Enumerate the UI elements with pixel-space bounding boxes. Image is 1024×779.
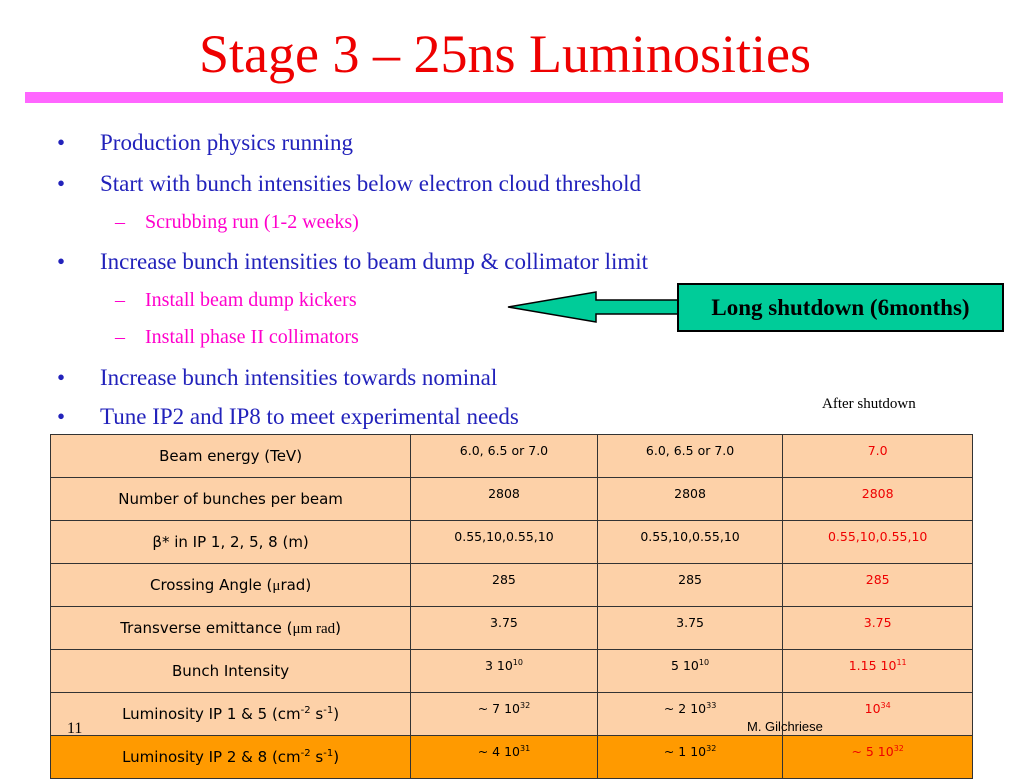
label-part: rad) <box>280 575 312 594</box>
cell-value <box>597 650 783 693</box>
bullet-text: Tune IP2 and IP8 to meet experimental needs <box>100 404 519 429</box>
cell-value <box>411 650 598 693</box>
label-part: ) <box>333 748 340 766</box>
table-row <box>51 607 973 650</box>
cell-value: 285 <box>597 564 783 607</box>
value-base: ~ 2 10 <box>663 701 707 716</box>
value-exponent: 10 <box>512 657 523 667</box>
value-base: 5 10 <box>671 658 699 673</box>
value-base: ~ 5 10 <box>851 744 894 759</box>
value-exponent: 10 <box>698 657 710 667</box>
value-exponent: 11 <box>896 657 907 667</box>
row-label <box>51 693 411 736</box>
label-exponent: -2 <box>300 748 311 759</box>
mu-symbol: μ <box>272 577 281 594</box>
sub-bullet-text: Install beam dump kickers <box>145 289 357 311</box>
label-exponent: -1 <box>323 748 334 759</box>
row-label: β* in IP 1, 2, 5, 8 (m) <box>51 521 411 564</box>
table-row <box>51 521 973 564</box>
row-label: Number of bunches per beam <box>51 478 411 521</box>
bullet-text: Production physics running <box>100 130 353 155</box>
table-row <box>51 650 973 693</box>
cell-value: 2808 <box>597 478 783 521</box>
bullet-text: Increase bunch intensities towards nominal <box>100 365 498 390</box>
cell-value: 3.75 <box>783 607 973 650</box>
table-row <box>51 693 973 736</box>
value-base: ~ 1 10 <box>663 744 707 759</box>
table-row <box>51 564 973 607</box>
cell-value: 0.55,10,0.55,10 <box>411 521 598 564</box>
cell-value: 3.75 <box>411 607 598 650</box>
label-part: Luminosity IP 2 & 8 (cm <box>122 748 301 766</box>
bullet-marker: • <box>57 130 66 155</box>
bullet-marker: • <box>57 249 66 274</box>
cell-value: 3.75 <box>597 607 783 650</box>
sub-bullet-text: Scrubbing run (1-2 weeks) <box>145 211 359 233</box>
label-part: ) <box>333 705 340 723</box>
bullet-text: Start with bunch intensities below electron cloud threshold <box>100 171 642 196</box>
row-label: Beam energy (TeV) <box>51 435 411 478</box>
left-arrow-icon <box>506 290 686 324</box>
value-exponent: 32 <box>893 743 904 753</box>
label-exponent: -1 <box>323 705 334 716</box>
sub-bullet-marker: – <box>115 326 125 348</box>
table-row <box>51 478 973 521</box>
label-part: s <box>310 748 324 766</box>
cell-value: 7.0 <box>783 435 973 478</box>
row-label <box>51 607 411 650</box>
parameter-table <box>50 434 973 779</box>
cell-value <box>783 650 973 693</box>
unit-text: μm rad <box>292 620 336 637</box>
row-label <box>51 736 411 779</box>
table-row-highlighted <box>51 736 973 779</box>
author-credit: M. Gilchriese <box>747 719 823 734</box>
bullet-marker: • <box>57 404 66 429</box>
sub-bullet-text: Install phase II collimators <box>145 326 359 348</box>
label-part: ) <box>335 618 341 637</box>
sub-bullet-marker: – <box>115 211 125 233</box>
cell-value <box>411 736 598 779</box>
value-exponent: 31 <box>520 743 531 753</box>
slide-number: 11 <box>67 720 83 737</box>
value-base: 10 <box>864 701 881 716</box>
row-label: Bunch Intensity <box>51 650 411 693</box>
value-exponent: 32 <box>520 700 531 710</box>
value-base: ~ 7 10 <box>477 701 521 716</box>
title-underline-bar <box>25 92 1003 103</box>
value-exponent: 33 <box>706 700 717 710</box>
bullet-marker: • <box>57 365 66 390</box>
cell-value <box>597 736 783 779</box>
value-exponent: 34 <box>880 700 891 710</box>
cell-value: 0.55,10,0.55,10 <box>597 521 783 564</box>
label-part: Luminosity IP 1 & 5 (cm <box>122 705 301 723</box>
cell-value: 0.55,10,0.55,10 <box>783 521 973 564</box>
cell-value: 285 <box>783 564 973 607</box>
cell-value: 2808 <box>783 478 973 521</box>
value-exponent: 32 <box>706 743 717 753</box>
cell-value: 285 <box>411 564 598 607</box>
value-base: 3 10 <box>484 658 513 673</box>
row-label <box>51 564 411 607</box>
value-base: ~ 4 10 <box>477 744 521 759</box>
cell-value <box>411 693 598 736</box>
label-part: Transverse emittance ( <box>120 618 293 637</box>
label-part: Crossing Angle ( <box>150 575 273 594</box>
bullet-text: Increase bunch intensities to beam dump & collimator limit <box>100 249 649 274</box>
cell-value: 6.0, 6.5 or 7.0 <box>411 435 598 478</box>
cell-value: 6.0, 6.5 or 7.0 <box>597 435 783 478</box>
value-base: 1.15 10 <box>848 658 897 673</box>
slide-title: Stage 3 – 25ns Luminosities <box>199 24 811 84</box>
label-part: s <box>310 705 324 723</box>
sub-bullet-marker: – <box>115 289 125 311</box>
cell-value <box>783 736 973 779</box>
cell-value: 2808 <box>411 478 598 521</box>
long-shutdown-callout: Long shutdown (6months) <box>677 283 1004 332</box>
after-shutdown-label: After shutdown <box>822 396 916 412</box>
table-row <box>51 435 973 478</box>
label-exponent: -2 <box>300 705 311 716</box>
bullet-marker: • <box>57 171 66 196</box>
